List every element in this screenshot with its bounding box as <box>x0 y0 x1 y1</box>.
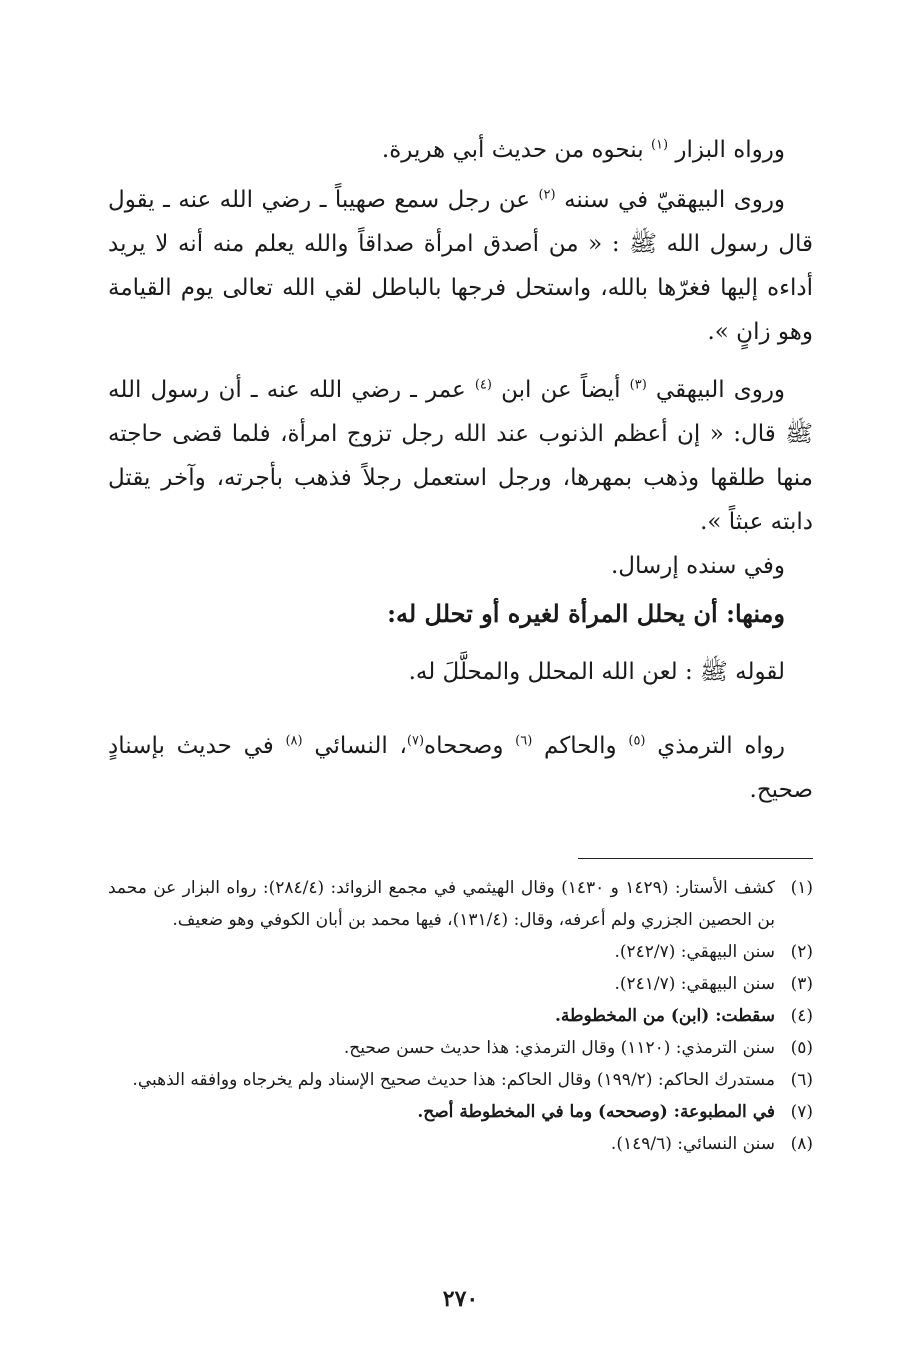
paragraph-6-text-d: ، النسائي <box>314 733 407 759</box>
footnote-4 <box>108 1000 813 1032</box>
footnote-3 <box>108 968 813 1000</box>
footnote-number: (٥) <box>790 1038 813 1058</box>
footnote-divider <box>578 858 813 859</box>
footnote-text: سنن البيهقي: (٢٤٢/٧). <box>614 942 775 962</box>
footnote-number: (٦) <box>790 1070 813 1090</box>
paragraph-3-text-a: وروى البيهقي <box>655 377 786 403</box>
main-text <box>108 128 813 812</box>
paragraph-3 <box>108 368 813 544</box>
footnote-text: في المطبوعة: (وصححه) وما في المخطوطة أصح. <box>417 1102 775 1122</box>
paragraph-2-text-b: عن رجل سمع صهيباً ـ رضي الله عنه ـ يقول قال رسول الله ﷺ : « من أصدق امرأة صداقاً والله يعلم منه أنه لا يريد أداءه إليها فغرّها بالله، واستحل فرجها بالباطل لقي الله تعالى يوم القيامة وهو زانٍ ». <box>108 187 813 345</box>
section-heading: ومنها: أن يحلل المرأة لغيره أو تحلل له: <box>387 599 785 628</box>
footnote-text: سنن البيهقي: (٢٤١/٧). <box>614 974 775 994</box>
footnotes-section <box>108 872 813 1160</box>
footnote-ref-5: (٥) <box>628 733 646 749</box>
paragraph-2 <box>108 178 813 354</box>
paragraph-5-text: لقوله ﷺ : لعن الله المحلل والمحلَّلَ له. <box>408 659 785 685</box>
footnote-number: (٧) <box>790 1102 813 1122</box>
paragraph-1-text: ورواه البزار <box>675 137 785 163</box>
footnote-ref-8: (٨) <box>285 733 303 749</box>
footnote-text: سنن الترمذي: (١١٢٠) وقال الترمذي: هذا حديث حسن صحيح. <box>343 1038 775 1058</box>
paragraph-4 <box>108 544 813 588</box>
footnote-text: سنن النسائي: (١٤٩/٦). <box>610 1134 775 1154</box>
page-number: ٢٧٠ <box>442 1286 479 1312</box>
footnote-ref-1: (١) <box>650 137 669 153</box>
paragraph-6-text-c: وصححاه <box>424 733 504 759</box>
paragraph-6-text-a: رواه الترمذي <box>657 733 786 759</box>
footnote-number: (٤) <box>790 1006 813 1026</box>
footnote-number: (١) <box>790 878 813 898</box>
footnote-7 <box>108 1096 813 1128</box>
paragraph-5 <box>108 650 813 694</box>
paragraph-6 <box>108 724 813 812</box>
footnote-ref-7: (٧) <box>406 733 425 749</box>
paragraph-3-text-b: أيضاً عن ابن <box>501 377 621 403</box>
footnote-ref-3: (٣) <box>629 377 647 393</box>
footnote-1 <box>108 872 813 936</box>
footnote-8 <box>108 1128 813 1160</box>
footnote-text: كشف الأستار: (١٤٢٩ و ١٤٣٠) وقال الهيثمي في مجمع الزوائد: (٢٨٤/٤): رواه البزار عن محمد بن الحصين الجزري ولم أعرفه، وقال: (١٣١/٤)، فيها محمد بن أبان الكوفي وهو ضعيف. <box>108 878 775 930</box>
footnote-text: مستدرك الحاكم: (١٩٩/٢) وقال الحاكم: هذا حديث صحيح الإسناد ولم يخرجاه ووافقه الذهبي. <box>132 1070 775 1090</box>
paragraph-6-text-b: والحاكم <box>544 733 617 759</box>
footnote-text: سقطت: (ابن) من المخطوطة. <box>554 1006 775 1026</box>
paragraph-6-text-e: في حديث بإسنادٍ صحيح. <box>108 733 813 803</box>
footnote-ref-2: (٢) <box>538 187 556 203</box>
paragraph-1-text-rest: بنحوه من حديث أبي هريرة. <box>381 137 644 163</box>
footnote-ref-4: (٤) <box>474 377 492 393</box>
paragraph-4-text: وفي سنده إرسال. <box>610 553 785 579</box>
footnote-6 <box>108 1064 813 1096</box>
paragraph-3-text-c: عمر ـ رضي الله عنه ـ أن رسول الله ﷺ قال: « إن أعظم الذنوب عند الله رجل تزوج امرأة، فلما قضى حاجته منها طلقها وذهب بمهرها، ورجل استعمل رجلاً فذهب بأجرته، وآخر يقتل دابته عبثاً ». <box>108 377 813 535</box>
footnote-ref-6: (٦) <box>515 733 533 749</box>
footnote-number: (٣) <box>790 974 813 994</box>
footnote-5 <box>108 1032 813 1064</box>
footnote-number: (٢) <box>790 942 813 962</box>
footnote-number: (٨) <box>790 1134 813 1154</box>
paragraph-2-text-a: وروى البيهقيّ في سننه <box>564 187 786 213</box>
paragraph-1 <box>108 128 813 172</box>
footnote-2 <box>108 936 813 968</box>
